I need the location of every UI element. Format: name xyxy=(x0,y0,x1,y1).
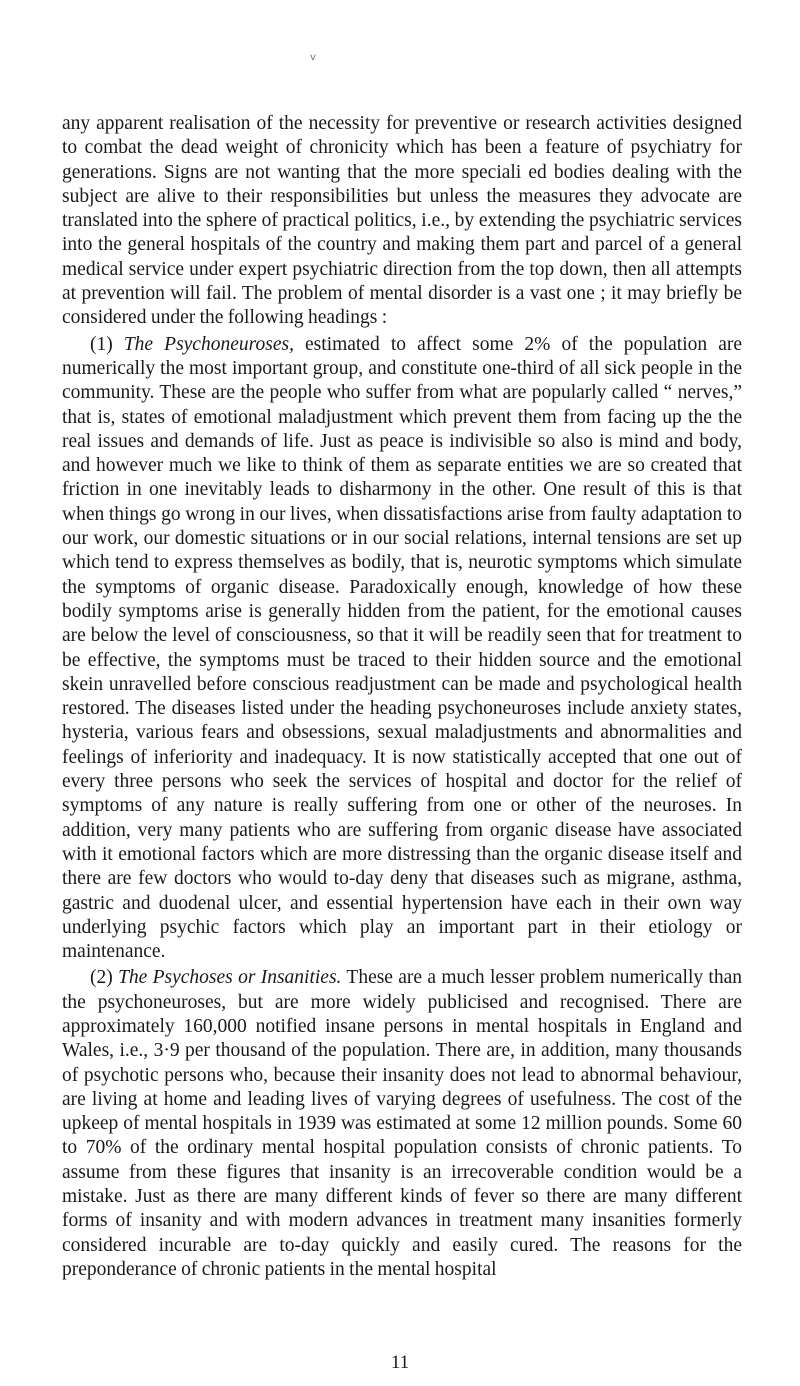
paragraph-text: These are a much lesser problem numerically than the psychoneuroses, but are more widely publicised and recognised. There are approximately 160,000 notified insane persons in mental hospitals in England and Wales, i.e., 3·9 per thousand of the population. There are, in addition, many thousands of psychotic persons who, because their insanity does not lead to abnormal behaviour, are living at home and leading lives of varying degrees of usefulness. The cost of the upkeep of mental hospitals in 1939 was estimated at some 12 million pounds. Some 60 to 70% of the ordinary mental hospital population consists of chronic patients. To assume from these figures that insanity is an irrecoverable condition would be a mistake. Just as there are many different kinds of fever so there are many different forms of insanity and with modern advances in treatment many insanities formerly considered incurable are to-day quickly and easily cured. The reasons for the preponderance of chronic patients in the mental hospital xyxy=(62,967,743,1280)
page-body xyxy=(62,112,742,1282)
scan-mark: v xyxy=(310,52,316,63)
paragraph-text: any apparent realisation of the necessity for preventive or research activities designed to combat the dead weight of chronicity which has been a feature of psychiatry for generations. Signs are not wanting that the more speciali ed bodies dealing with the subject are alive to their responsibilities but unless the measures they advocate are translated into the sphere of practical politics, i.e., by extending the psychiatric services into the general hospitals of the country and making them part and parcel of a general medical service under expert psychiatric direction from the top down, then all attempts at prevention will fail. The problem of mental disorder is a vast one ; it may briefly be considered under the following headings : xyxy=(62,113,742,329)
paragraph-number: (1) xyxy=(90,333,113,355)
paragraph-text: estimated to affect some 2% of the population are numerically the most important group, and constitute one-third of all sick people in the community. These are the people who suffer from what are popularly called “ nerves,” that is, states of emotional maladjustment which prevent them from facing up the the real issues and demands of life. Just as peace is indivisible so also is mind and body, and however much we like to think of them as separate entities we are so created that friction in one inevitably leads to disharmony in the other. One result of this is that when things go wrong in our lives, when dissatisfactions arise from faulty adaptation to our work, our domestic situations or in our social relations, internal tensions are set up which tend to express themselves as bodily, that is, neurotic symptoms which simulate the symptoms of organic disease. Paradoxically enough, knowledge of how these bodily symptoms arise is generally hidden from the patient, for the emotional causes are below the level of consciousness, so that it will be readily seen that for treatment to be effective, the symptoms must be traced to their hidden source and the emotional skein unravelled before conscious readjustment can be made and psychological health restored. The diseases listed under the heading psychoneuroses include anxiety states, hysteria, various fears and obsessions, sexual maladjustments and abnormalities and feelings of inferiority and inadequacy. It is now statistically accepted that one out of every three persons who seek the services of hospital and doctor for the relief of symptoms of any nature is really suffering from one or other of the neuroses. In addition, very many patients who are suffering from organic disease have associated with it emotional factors which are more distressing than the organic disease itself and there are few doctors who would to-day deny that diseases such as migrane, asthma, gastric and duodenal ulcer, and essential hypertension have each in their own way underlying psychic factors which play an important part in their etiology or maintenance. xyxy=(62,333,742,963)
paragraph-psychoses xyxy=(62,966,742,1282)
paragraph-heading: The Psychoses or Insanities. xyxy=(118,967,342,989)
paragraph-psychoneuroses xyxy=(62,333,742,965)
paragraph-heading: The Psychoneuroses, xyxy=(123,333,294,355)
paragraph-intro xyxy=(62,112,742,331)
page-number: 11 xyxy=(390,1352,410,1373)
paragraph-number: (2) xyxy=(90,967,113,989)
